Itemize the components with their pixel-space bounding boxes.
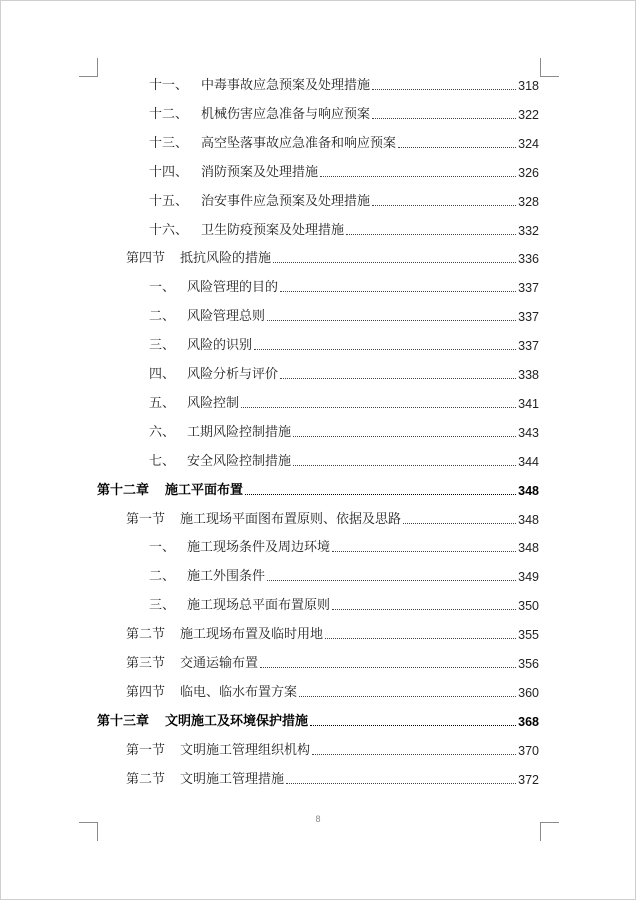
- toc-dot-leader: [346, 234, 516, 235]
- toc-entry-title: 机械伤害应急准备与响应预案: [201, 106, 371, 122]
- toc-entry[interactable]: [126, 245, 539, 267]
- toc-entry-page: 350: [518, 599, 539, 614]
- toc-entry-title: 施工现场布置及临时用地: [180, 627, 324, 643]
- toc-entry-page: 336: [518, 252, 539, 267]
- toc-entry[interactable]: [149, 390, 539, 412]
- toc-entry-number: 六、: [149, 424, 176, 440]
- toc-entry[interactable]: [149, 217, 539, 239]
- toc-entry-page: 355: [518, 628, 539, 643]
- toc-entry-title: 抵抗风险的措施: [180, 251, 272, 267]
- toc-entry-page: 337: [518, 310, 539, 325]
- toc-entry-number: 十五、: [149, 193, 189, 209]
- toc-entry-page: 328: [518, 194, 539, 209]
- toc-dot-leader: [241, 407, 516, 408]
- toc-dot-leader: [403, 523, 516, 524]
- toc-entry-number: 二、: [149, 569, 176, 585]
- toc-entry-title: 风险管理总则: [187, 309, 266, 325]
- toc-dot-leader: [267, 580, 516, 581]
- toc-entry[interactable]: [149, 303, 539, 325]
- toc-entry-number: 十一、: [149, 78, 189, 93]
- toc-entry-number: 三、: [149, 598, 176, 614]
- toc-entry-title: 施工外围条件: [187, 569, 266, 585]
- toc-entry-title: 临电、临水布置方案: [180, 684, 298, 700]
- toc-entry-title: 治安事件应急预案及处理措施: [201, 193, 371, 209]
- toc-entry-number: 十二、: [149, 106, 189, 122]
- toc-entry-page: 360: [518, 685, 539, 700]
- toc-dot-leader: [260, 667, 516, 668]
- toc-entry-number: 第二节: [126, 771, 166, 787]
- toc-entry[interactable]: [149, 188, 539, 210]
- toc-entry[interactable]: [149, 274, 539, 296]
- toc-entry[interactable]: [149, 592, 539, 614]
- toc-entry-title: 卫生防疫预案及处理措施: [201, 222, 345, 238]
- toc-entry-title: 文明施工管理措施: [180, 771, 285, 787]
- toc-entry-number: 二、: [149, 309, 176, 325]
- toc-entry-page: 356: [518, 657, 539, 671]
- toc-entry-page: 337: [518, 339, 539, 354]
- toc-entry-title: 施工现场条件及周边环境: [187, 540, 331, 556]
- toc-dot-leader: [280, 378, 516, 379]
- toc-entry-page: 348: [518, 512, 539, 527]
- toc-dot-leader: [273, 262, 516, 263]
- toc-entry-page: 332: [518, 223, 539, 238]
- crop-mark-bottom-left: [79, 822, 98, 841]
- toc-entry-page: 348: [518, 541, 539, 556]
- toc-entry[interactable]: [97, 477, 539, 499]
- toc-entry-title: 文明施工管理组织机构: [180, 742, 311, 758]
- toc-dot-leader: [293, 465, 516, 466]
- page-number: 8: [315, 814, 321, 824]
- toc-entry-page: 326: [518, 165, 539, 180]
- toc-entry-page: 349: [518, 570, 539, 585]
- toc-entry-number: 三、: [149, 338, 176, 354]
- toc-dot-leader: [312, 754, 516, 755]
- crop-mark-top-right: [540, 58, 559, 77]
- toc-entry-number: 十四、: [149, 164, 189, 180]
- toc-entry[interactable]: [126, 766, 539, 788]
- toc-dot-leader: [267, 320, 516, 321]
- toc-entry-number: 第十三章: [97, 713, 150, 729]
- toc-entry[interactable]: [126, 679, 539, 701]
- toc-entry-page: 322: [518, 107, 539, 122]
- toc-entry-number: 一、: [149, 280, 176, 296]
- toc-entry-title: 施工平面布置: [165, 482, 244, 498]
- toc-dot-leader: [254, 349, 516, 350]
- toc-entry-title: 施工现场平面图布置原则、依据及思路: [180, 511, 402, 527]
- toc-entry-page: 337: [518, 281, 539, 296]
- toc-dot-leader: [398, 147, 516, 148]
- toc-dot-leader: [310, 725, 516, 726]
- toc-entry[interactable]: [149, 563, 539, 585]
- toc-entry-number: 十六、: [149, 222, 189, 238]
- toc-entry-page: 370: [518, 743, 539, 758]
- toc-entry[interactable]: [97, 708, 539, 730]
- toc-entry-page: 324: [518, 136, 539, 151]
- toc-entry-title: 高空坠落事故应急准备和响应预案: [201, 135, 397, 151]
- toc-entry-page: 341: [518, 396, 539, 411]
- toc-entry-number: 第二节: [126, 627, 166, 643]
- toc-entry[interactable]: [149, 361, 539, 383]
- toc-dot-leader: [372, 118, 516, 119]
- toc-dot-leader: [372, 89, 516, 90]
- toc-entry[interactable]: [149, 130, 539, 152]
- toc-entry-number: 第四节: [126, 251, 166, 267]
- toc-entry-page: 338: [518, 368, 539, 382]
- toc-entry-page: 368: [518, 714, 539, 729]
- toc-dot-leader: [293, 436, 516, 437]
- toc-entry-title: 交通运输布置: [180, 656, 259, 671]
- toc-entry-number: 第一节: [126, 742, 166, 758]
- toc-entry[interactable]: [149, 332, 539, 354]
- toc-dot-leader: [332, 551, 516, 552]
- toc-entry-page: 348: [518, 483, 539, 498]
- toc-entry-title: 消防预案及处理措施: [201, 164, 319, 180]
- toc-entry-page: 343: [518, 425, 539, 440]
- toc-entry-number: 第四节: [126, 684, 166, 700]
- toc-entry-title: 中毒事故应急预案及处理措施: [201, 78, 371, 93]
- toc-entry-title: 风险的识别: [187, 338, 253, 354]
- toc-dot-leader: [299, 696, 516, 697]
- toc-entry[interactable]: [149, 448, 539, 470]
- toc-entry-title: 风险分析与评价: [187, 367, 279, 382]
- toc-dot-leader: [245, 494, 516, 495]
- toc-entry[interactable]: [126, 506, 539, 528]
- toc-dot-leader: [280, 291, 516, 292]
- toc-entry-title: 工期风险控制措施: [187, 424, 292, 440]
- toc-entry-number: 四、: [149, 367, 176, 382]
- toc-entry-page: 372: [518, 772, 539, 787]
- toc-dot-leader: [286, 783, 516, 784]
- toc-entry[interactable]: [149, 101, 539, 123]
- toc-entry-page: 318: [518, 79, 539, 93]
- toc-entry-title: 风险控制: [187, 395, 240, 411]
- toc-entry-title: 文明施工及环境保护措施: [165, 713, 309, 729]
- toc-entry-title: 施工现场总平面布置原则: [187, 598, 331, 614]
- toc-entry[interactable]: [149, 72, 539, 94]
- toc-dot-leader: [332, 609, 516, 610]
- toc-entry[interactable]: [149, 534, 539, 556]
- toc-entry[interactable]: [149, 159, 539, 181]
- toc-dot-leader: [325, 638, 516, 639]
- toc-entry-number: 五、: [149, 395, 176, 411]
- toc-dot-leader: [372, 205, 516, 206]
- toc-entry[interactable]: [126, 737, 539, 759]
- toc-entry-number: 七、: [149, 453, 176, 469]
- toc-entry[interactable]: [126, 650, 539, 672]
- toc-entry-number: 第十二章: [97, 482, 150, 498]
- toc-entry[interactable]: [126, 621, 539, 643]
- toc-entry-title: 安全风险控制措施: [187, 453, 292, 469]
- toc-entry-number: 十三、: [149, 135, 189, 151]
- crop-mark-top-left: [79, 58, 98, 77]
- toc-entry-title: 风险管理的目的: [187, 280, 279, 296]
- toc-entry-page: 344: [518, 454, 539, 469]
- toc-entry-number: 第三节: [126, 656, 166, 671]
- crop-mark-bottom-right: [540, 822, 559, 841]
- toc-entry-number: 第一节: [126, 511, 166, 527]
- toc-entry-number: 一、: [149, 540, 176, 556]
- toc-entry[interactable]: [149, 419, 539, 441]
- toc-dot-leader: [320, 176, 516, 177]
